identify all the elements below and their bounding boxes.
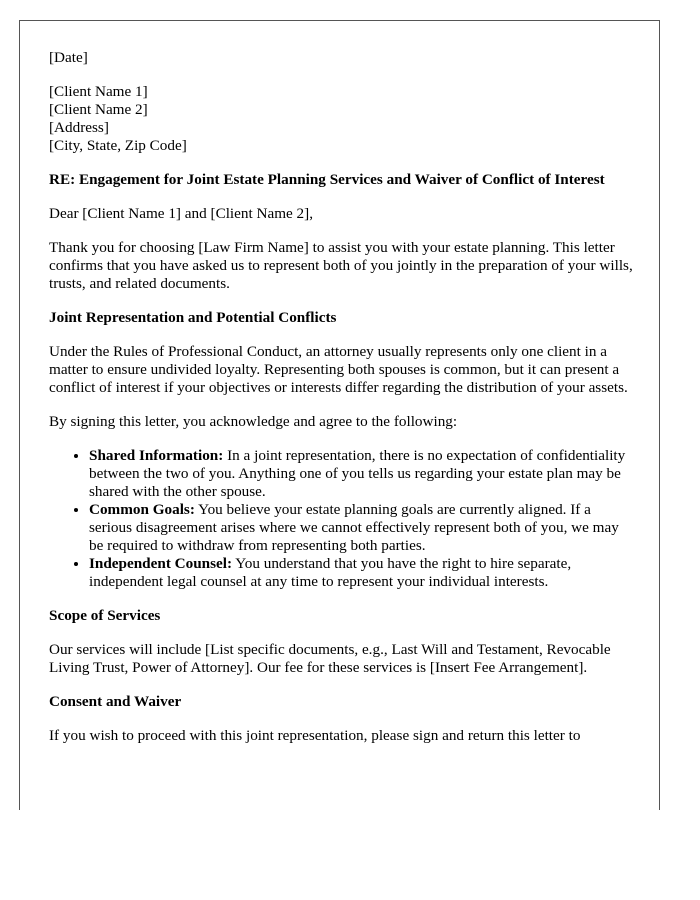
term-text: You understand that you have the right to hire separate, independent legal counsel at any time to represent your individual interests. — [89, 555, 572, 590]
recipient-address — [49, 83, 633, 155]
scope-paragraph: Our services will include [List specific documents, e.g., Last Will and Testament, Revocable Living Trust, Power of Attorney]. Our fee for these services is [Insert Fee Arrangement]. — [49, 641, 611, 676]
letter-body — [49, 49, 633, 745]
recipient-street: [Address] — [49, 119, 109, 136]
terms-list — [49, 447, 633, 591]
term-text: You believe your estate planning goals are currently aligned. If a serious disagreement arises where we cannot effectively represent both of you, we may be required to withdraw from representing both parties. — [89, 501, 619, 554]
acknowledge-intro: By signing this letter, you acknowledge and agree to the following: — [49, 413, 458, 430]
salutation: Dear [Client Name 1] and [Client Name 2], — [49, 205, 314, 222]
term-title: Independent Counsel: — [89, 555, 233, 572]
term-common-goals — [89, 501, 633, 555]
joint-representation-heading: Joint Representation and Potential Conflicts — [49, 309, 337, 326]
term-title: Common Goals: — [89, 501, 195, 518]
subject-line: RE: Engagement for Joint Estate Planning Services and Waiver of Conflict of Interest — [49, 171, 605, 188]
joint-representation-paragraph: Under the Rules of Professional Conduct, an attorney usually represents only one client in a matter to ensure undivided loyalty. Representing both spouses is common, but it can present a conflict of interest if your objectives or interests differ regarding the distribution of your assets. — [49, 343, 628, 396]
term-shared-information — [89, 447, 633, 501]
consent-paragraph: If you wish to proceed with this joint representation, please sign and return this letter to — [49, 727, 581, 744]
recipient-client-1: [Client Name 1] — [49, 83, 148, 100]
term-text: In a joint representation, there is no expectation of confidentiality between the two of you. Anything one of you tells us regarding your estate plan may be shared with the other spouse. — [89, 447, 626, 500]
letter-page — [19, 20, 660, 810]
intro-paragraph: Thank you for choosing [Law Firm Name] to assist you with your estate planning. This letter confirms that you have asked us to represent both of you jointly in the preparation of your wills, trusts, and related documents. — [49, 239, 633, 292]
letter-date: [Date] — [49, 49, 88, 66]
scope-heading: Scope of Services — [49, 607, 161, 624]
term-title: Shared Information: — [89, 447, 224, 464]
recipient-city: [City, State, Zip Code] — [49, 137, 187, 154]
recipient-client-2: [Client Name 2] — [49, 101, 148, 118]
term-independent-counsel — [89, 555, 633, 591]
consent-heading: Consent and Waiver — [49, 693, 182, 710]
